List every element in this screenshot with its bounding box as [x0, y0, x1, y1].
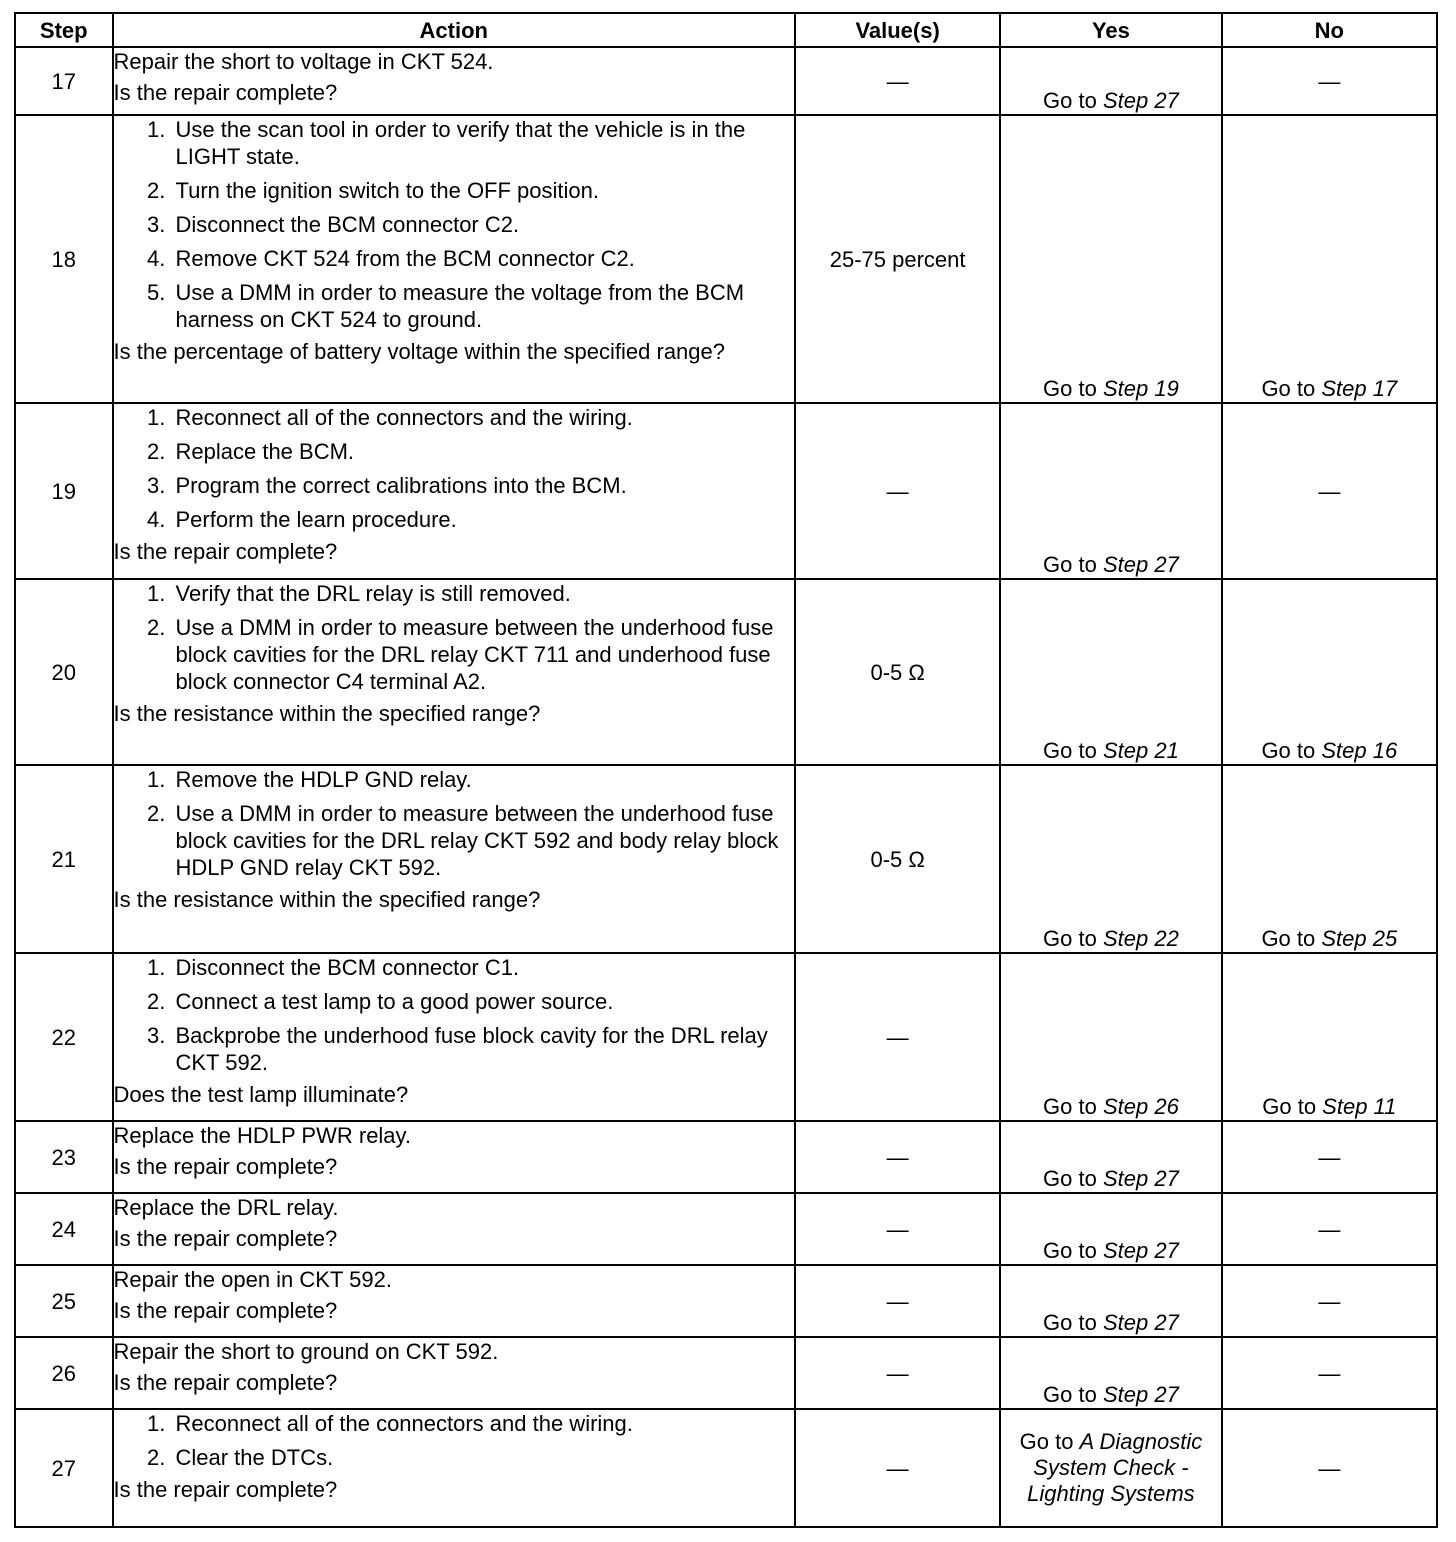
- action-step-item: 1. Remove the HDLP GND relay.: [172, 766, 795, 793]
- action-step-item: 2. Replace the BCM.: [172, 438, 795, 465]
- header-action: Action: [113, 13, 796, 47]
- no-cell: [1222, 1409, 1437, 1527]
- yes-step-link: Step 27: [1102, 1382, 1179, 1407]
- no-dash: —: [1318, 478, 1341, 504]
- action-step-item: 4. Remove CKT 524 from the BCM connector C2.: [172, 245, 795, 272]
- no-step-link: Step 11: [1322, 1094, 1397, 1119]
- action-question: Is the repair complete?: [113, 80, 338, 105]
- yes-step-link: Step 26: [1102, 1094, 1179, 1119]
- no-goto-prefix: Go to: [1261, 926, 1322, 951]
- no-goto-prefix: Go to: [1261, 376, 1322, 401]
- step-number: 23: [15, 1121, 113, 1193]
- action-cell: [113, 115, 796, 403]
- yes-goto-prefix: Go to: [1043, 738, 1103, 763]
- action-step-item: 2. Use a DMM in order to measure between the underhood fuse block cavities for the DRL relay CKT 711 and underhood fuse block connector C4 terminal A2.: [172, 614, 795, 695]
- yes-step-link: A Diagnostic System Check - Lighting Systems: [1027, 1429, 1203, 1506]
- no-step-link: Step 17: [1321, 376, 1398, 401]
- action-question: Is the repair complete?: [113, 1370, 338, 1395]
- yes-cell: [1000, 1409, 1221, 1527]
- value-cell: —: [795, 953, 1000, 1121]
- no-dash: —: [1318, 1216, 1341, 1242]
- yes-goto-prefix: Go to: [1043, 88, 1103, 113]
- action-steps-list: [114, 580, 795, 695]
- value-cell: 0-5 Ω: [795, 579, 1000, 765]
- yes-cell: [1000, 1265, 1221, 1337]
- action-step-item: 2. Turn the ignition switch to the OFF position.: [172, 177, 795, 204]
- action-question: Is the repair complete?: [113, 1154, 338, 1179]
- action-step-item: 2. Connect a test lamp to a good power source.: [172, 988, 795, 1015]
- step-number: 24: [15, 1193, 113, 1265]
- value-cell: —: [795, 1265, 1000, 1337]
- no-goto-prefix: Go to: [1262, 1094, 1323, 1119]
- action-steps-list: [114, 404, 795, 533]
- yes-goto-prefix: Go to: [1043, 1166, 1103, 1191]
- yes-cell: [1000, 765, 1221, 953]
- action-cell: [113, 765, 796, 953]
- yes-step-link: Step 27: [1102, 1166, 1179, 1191]
- no-cell: [1222, 1121, 1437, 1193]
- action-question: Is the repair complete?: [113, 539, 338, 564]
- action-cell: [113, 1121, 796, 1193]
- table-row: [15, 765, 1437, 953]
- no-dash: —: [1318, 1288, 1341, 1314]
- action-question: Is the resistance within the specified range?: [113, 701, 541, 726]
- action-step-item: 4. Perform the learn procedure.: [172, 506, 795, 533]
- table-row: [15, 1409, 1437, 1527]
- step-number: 27: [15, 1409, 113, 1527]
- yes-goto-prefix: Go to: [1043, 1094, 1103, 1119]
- action-step-item: 3. Disconnect the BCM connector C2.: [172, 211, 795, 238]
- yes-step-link: Step 21: [1102, 738, 1179, 763]
- action-instruction: Repair the short to ground on CKT 592.: [113, 1339, 499, 1364]
- action-step-item: 1. Verify that the DRL relay is still removed.: [172, 580, 795, 607]
- step-number: 25: [15, 1265, 113, 1337]
- yes-goto-prefix: Go to: [1043, 1310, 1103, 1335]
- table-row: [15, 1193, 1437, 1265]
- action-cell: [113, 953, 796, 1121]
- action-cell: [113, 1337, 796, 1409]
- no-cell: [1222, 953, 1437, 1121]
- yes-cell: [1000, 1337, 1221, 1409]
- step-number: 19: [15, 403, 113, 579]
- action-step-item: 1. Reconnect all of the connectors and the wiring.: [172, 1410, 795, 1437]
- action-question: Is the repair complete?: [113, 1226, 338, 1251]
- action-step-item: 1. Use the scan tool in order to verify that the vehicle is in the LIGHT state.: [172, 116, 795, 170]
- action-cell: [113, 1193, 796, 1265]
- yes-cell: [1000, 47, 1221, 115]
- action-question: Is the repair complete?: [113, 1298, 338, 1323]
- value-cell: —: [795, 1337, 1000, 1409]
- yes-goto-prefix: Go to: [1019, 1429, 1080, 1454]
- no-dash: —: [1318, 1360, 1341, 1386]
- action-question: Is the resistance within the specified range?: [113, 887, 541, 912]
- table-header-row: [15, 13, 1437, 47]
- action-question: Does the test lamp illuminate?: [113, 1082, 409, 1107]
- yes-goto-prefix: Go to: [1043, 552, 1103, 577]
- no-cell: [1222, 403, 1437, 579]
- no-cell: [1222, 1193, 1437, 1265]
- table-row: [15, 115, 1437, 403]
- value-cell: —: [795, 47, 1000, 115]
- value-cell: —: [795, 403, 1000, 579]
- action-steps-list: [114, 116, 795, 333]
- action-step-item: 3. Program the correct calibrations into the BCM.: [172, 472, 795, 499]
- yes-step-link: Step 27: [1102, 1238, 1179, 1263]
- action-cell: [113, 1265, 796, 1337]
- table-body: [15, 47, 1437, 1527]
- action-step-item: 5. Use a DMM in order to measure the voltage from the BCM harness on CKT 524 to ground.: [172, 279, 795, 333]
- action-step-item: 2. Clear the DTCs.: [172, 1444, 795, 1471]
- table-row: [15, 1337, 1437, 1409]
- yes-step-link: Step 27: [1102, 88, 1179, 113]
- yes-goto-prefix: Go to: [1043, 376, 1103, 401]
- step-number: 21: [15, 765, 113, 953]
- step-number: 17: [15, 47, 113, 115]
- action-instruction: Replace the DRL relay.: [113, 1195, 339, 1220]
- action-cell: [113, 1409, 796, 1527]
- action-steps-list: [114, 1410, 795, 1471]
- action-question: Is the repair complete?: [113, 1477, 338, 1502]
- action-step-item: 3. Backprobe the underhood fuse block cavity for the DRL relay CKT 592.: [172, 1022, 795, 1076]
- action-cell: [113, 47, 796, 115]
- no-cell: [1222, 47, 1437, 115]
- no-step-link: Step 16: [1321, 738, 1398, 763]
- no-goto-prefix: Go to: [1261, 738, 1322, 763]
- yes-goto-prefix: Go to: [1043, 1238, 1103, 1263]
- value-cell: 25-75 percent: [795, 115, 1000, 403]
- table-row: [15, 1265, 1437, 1337]
- no-dash: —: [1318, 1455, 1341, 1481]
- action-instruction: Replace the HDLP PWR relay.: [113, 1123, 412, 1148]
- yes-cell: [1000, 403, 1221, 579]
- step-number: 20: [15, 579, 113, 765]
- action-step-item: 1. Reconnect all of the connectors and the wiring.: [172, 404, 795, 431]
- value-cell: —: [795, 1409, 1000, 1527]
- yes-goto-prefix: Go to: [1043, 1382, 1103, 1407]
- no-step-link: Step 25: [1321, 926, 1398, 951]
- table-row: [15, 579, 1437, 765]
- table-row: [15, 953, 1437, 1121]
- value-cell: 0-5 Ω: [795, 765, 1000, 953]
- yes-step-link: Step 27: [1102, 552, 1179, 577]
- no-cell: [1222, 765, 1437, 953]
- action-step-item: 2. Use a DMM in order to measure between the underhood fuse block cavities for the DRL relay CKT 592 and body relay block HDLP GND relay CKT 592.: [172, 800, 795, 881]
- no-cell: [1222, 1265, 1437, 1337]
- value-cell: —: [795, 1121, 1000, 1193]
- no-dash: —: [1318, 1144, 1341, 1170]
- action-steps-list: [114, 766, 795, 881]
- yes-cell: [1000, 579, 1221, 765]
- value-cell: —: [795, 1193, 1000, 1265]
- yes-cell: [1000, 953, 1221, 1121]
- action-cell: [113, 403, 796, 579]
- table-row: [15, 403, 1437, 579]
- yes-step-link: Step 27: [1102, 1310, 1179, 1335]
- diagnostic-table: [14, 12, 1438, 1528]
- table-row: [15, 47, 1437, 115]
- yes-cell: [1000, 115, 1221, 403]
- step-number: 22: [15, 953, 113, 1121]
- action-step-item: 1. Disconnect the BCM connector C1.: [172, 954, 795, 981]
- action-instruction: Repair the open in CKT 592.: [113, 1267, 392, 1292]
- table-row: [15, 1121, 1437, 1193]
- yes-goto-prefix: Go to: [1043, 926, 1103, 951]
- no-dash: —: [1318, 68, 1341, 94]
- header-yes: Yes: [1000, 13, 1221, 47]
- yes-cell: [1000, 1121, 1221, 1193]
- header-step: Step: [15, 13, 113, 47]
- header-no: No: [1222, 13, 1437, 47]
- action-instruction: Repair the short to voltage in CKT 524.: [113, 49, 494, 74]
- yes-step-link: Step 19: [1102, 376, 1179, 401]
- yes-step-link: Step 22: [1102, 926, 1179, 951]
- action-cell: [113, 579, 796, 765]
- no-cell: [1222, 115, 1437, 403]
- no-cell: [1222, 579, 1437, 765]
- step-number: 26: [15, 1337, 113, 1409]
- header-values: Value(s): [795, 13, 1000, 47]
- action-steps-list: [114, 954, 795, 1076]
- no-cell: [1222, 1337, 1437, 1409]
- step-number: 18: [15, 115, 113, 403]
- action-question: Is the percentage of battery voltage within the specified range?: [113, 339, 725, 364]
- yes-cell: [1000, 1193, 1221, 1265]
